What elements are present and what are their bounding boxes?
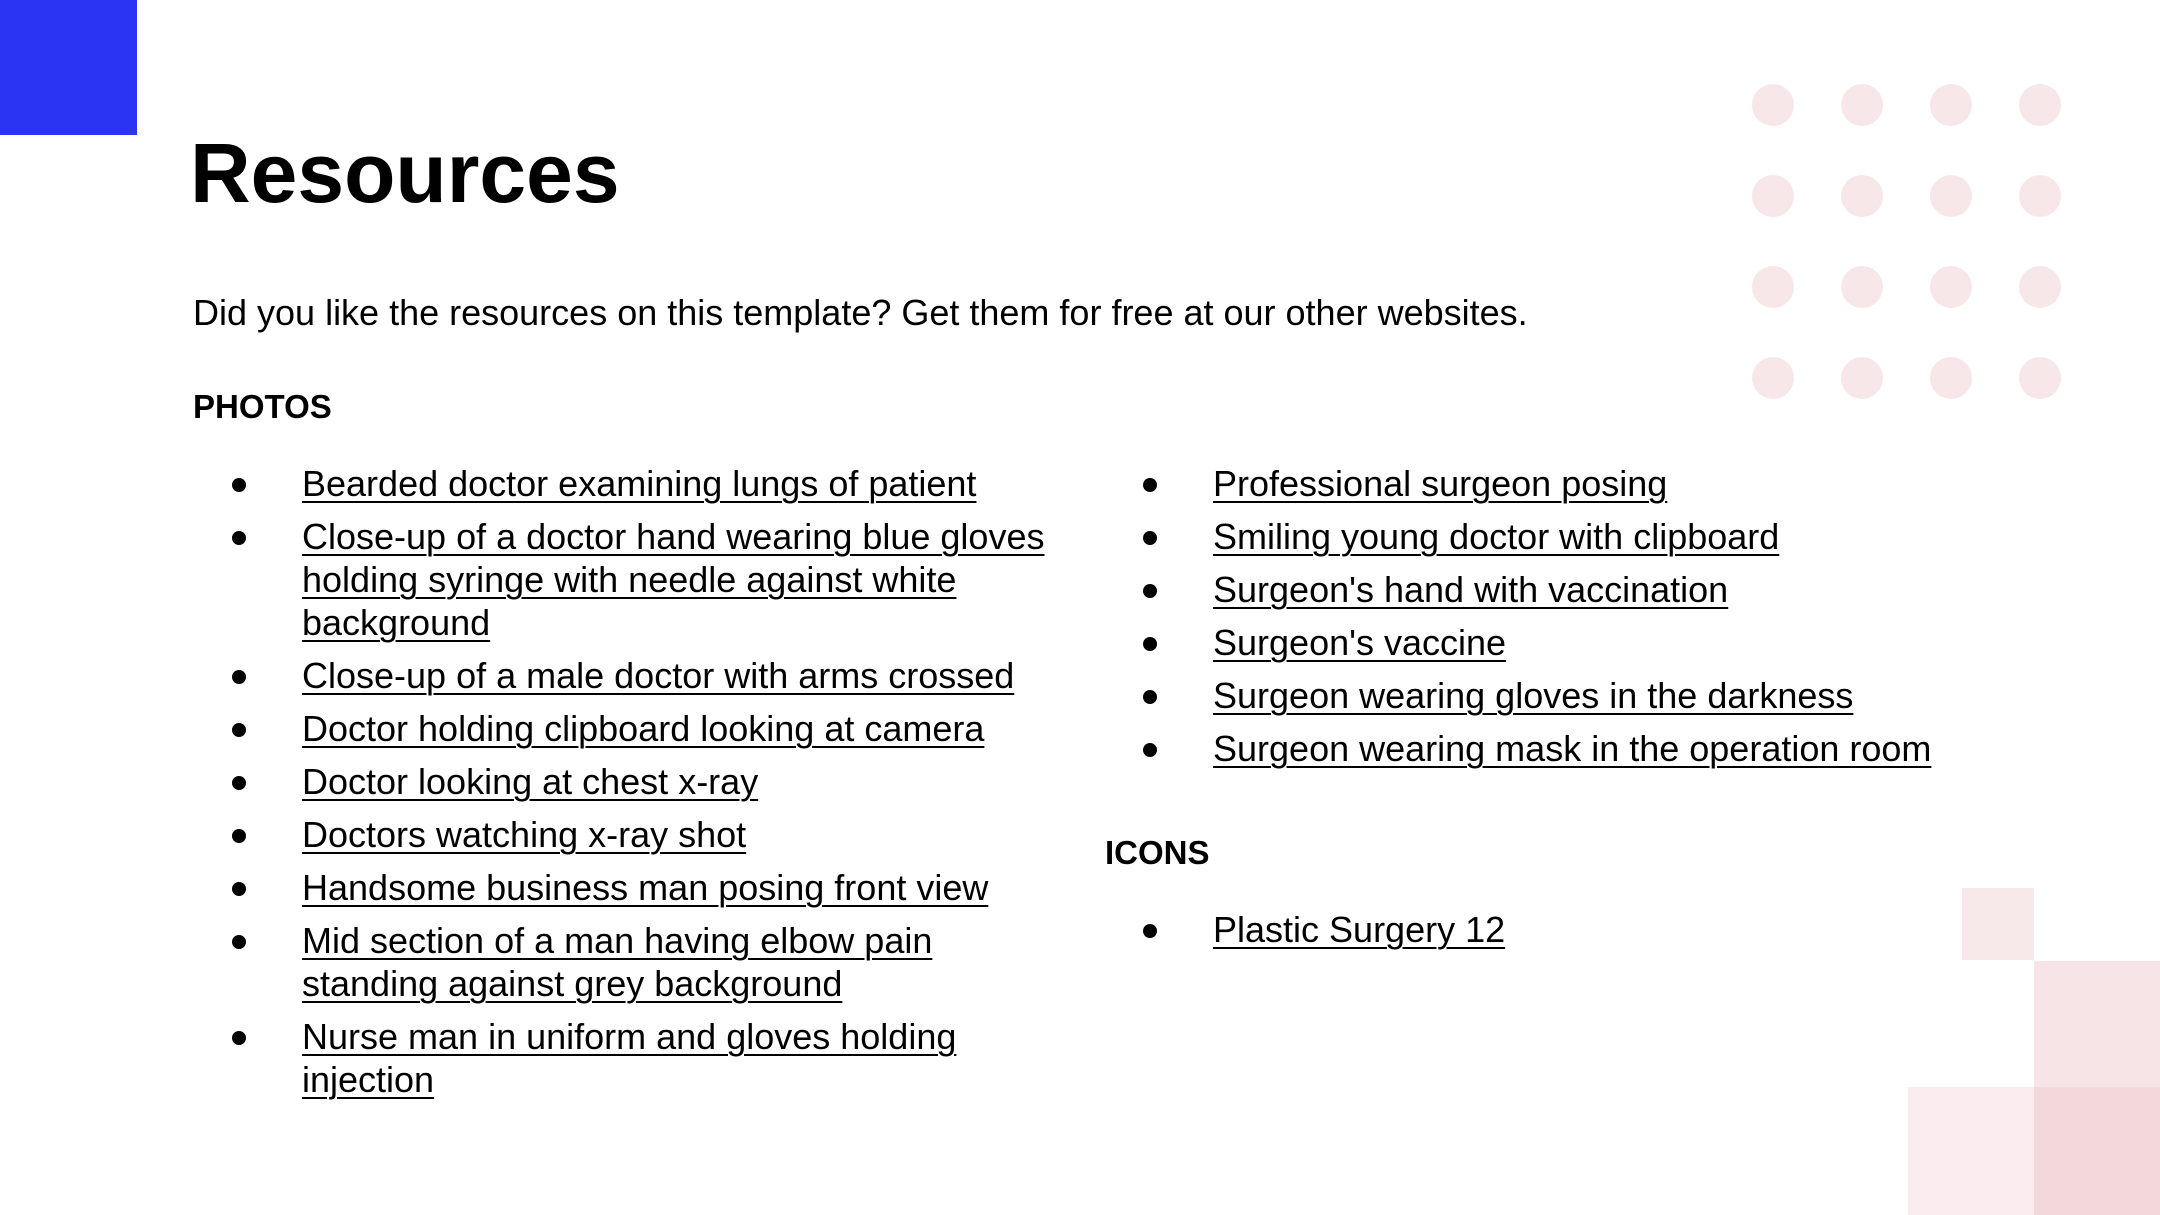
bullet-icon: [1143, 743, 1157, 757]
decorative-dot-icon: [1930, 266, 1972, 308]
decorative-dot-icon: [1841, 357, 1883, 399]
resource-link[interactable]: Surgeon wearing gloves in the darkness: [1213, 675, 1854, 716]
list-item: [192, 813, 1062, 856]
resource-link[interactable]: Mid section of a man having elbow pain standing against grey background: [302, 920, 933, 1004]
decorative-dot-icon: [1930, 175, 1972, 217]
resource-link[interactable]: Plastic Surgery 12: [1213, 909, 1506, 950]
list-item: [1103, 515, 2003, 558]
decorative-dot-icon: [1841, 266, 1883, 308]
page-title: Resources: [190, 126, 620, 220]
decorative-dot-icon: [2019, 84, 2061, 126]
pink-square-small: [1962, 888, 2034, 960]
decorative-dot-icon: [2019, 357, 2061, 399]
bullet-icon: [1143, 690, 1157, 704]
resource-link[interactable]: Doctor holding clipboard looking at camera: [302, 708, 985, 749]
photos-list-right: [1103, 462, 2003, 780]
list-item: [1103, 621, 2003, 664]
bullet-icon: [232, 882, 246, 896]
bullet-icon: [232, 1031, 246, 1045]
list-item: [1103, 674, 2003, 717]
list-item: [192, 515, 1062, 644]
pink-square-mid: [2034, 961, 2160, 1087]
icons-list: [1103, 908, 2003, 961]
resource-link[interactable]: Surgeon wearing mask in the operation room: [1213, 728, 1932, 769]
photos-section-heading: PHOTOS: [193, 388, 332, 425]
resource-link[interactable]: Surgeon's vaccine: [1213, 622, 1507, 663]
list-item: [192, 1015, 1062, 1101]
resource-link[interactable]: Surgeon's hand with vaccination: [1213, 569, 1729, 610]
decorative-dot-icon: [1752, 84, 1794, 126]
list-item: [192, 707, 1062, 750]
resource-link[interactable]: Nurse man in uniform and gloves holding injection: [302, 1016, 957, 1100]
decorative-dot-icon: [2019, 266, 2061, 308]
bullet-icon: [232, 723, 246, 737]
icons-section-heading: ICONS: [1105, 834, 1210, 871]
resource-link[interactable]: Doctor looking at chest x-ray: [302, 761, 759, 802]
bullet-icon: [1143, 924, 1157, 938]
decorative-dot-icon: [1930, 84, 1972, 126]
intro-text: Did you like the resources on this template? Get them for free at our other websites.: [193, 292, 1528, 333]
bullet-icon: [1143, 637, 1157, 651]
resource-link[interactable]: Professional surgeon posing: [1213, 463, 1668, 504]
decorative-dot-icon: [1930, 357, 1972, 399]
resource-link[interactable]: Bearded doctor examining lungs of patient: [302, 463, 977, 504]
bullet-icon: [232, 935, 246, 949]
dot-grid-decoration: [1752, 84, 2061, 399]
bullet-icon: [1143, 531, 1157, 545]
list-item: [192, 654, 1062, 697]
pink-square-bottom-left: [1908, 1087, 2034, 1215]
list-item: [1103, 727, 2003, 770]
list-item: [192, 760, 1062, 803]
resource-link[interactable]: Handsome business man posing front view: [302, 867, 989, 908]
decorative-dot-icon: [1752, 266, 1794, 308]
list-item: [1103, 568, 2003, 611]
list-item: [192, 462, 1062, 505]
list-item: [192, 919, 1062, 1005]
bullet-icon: [232, 670, 246, 684]
list-item: [1103, 908, 2003, 951]
decorative-dot-icon: [1752, 357, 1794, 399]
list-item: [1103, 462, 2003, 505]
resource-link[interactable]: Doctors watching x-ray shot: [302, 814, 747, 855]
list-item: [192, 866, 1062, 909]
bullet-icon: [1143, 584, 1157, 598]
resource-link[interactable]: Close-up of a male doctor with arms crossed: [302, 655, 1015, 696]
bullet-icon: [232, 531, 246, 545]
resource-link[interactable]: Close-up of a doctor hand wearing blue gloves holding syringe with needle against white background: [302, 516, 1045, 643]
decorative-dot-icon: [2019, 175, 2061, 217]
bullet-icon: [1143, 478, 1157, 492]
photos-list-left: [192, 462, 1062, 1111]
bullet-icon: [232, 776, 246, 790]
decorative-dot-icon: [1752, 175, 1794, 217]
resource-link[interactable]: Smiling young doctor with clipboard: [1213, 516, 1780, 557]
pink-square-bottom-right: [2034, 1087, 2160, 1215]
blue-accent-square: [0, 0, 137, 135]
decorative-dot-icon: [1841, 175, 1883, 217]
bullet-icon: [232, 478, 246, 492]
bullet-icon: [232, 829, 246, 843]
decorative-dot-icon: [1841, 84, 1883, 126]
